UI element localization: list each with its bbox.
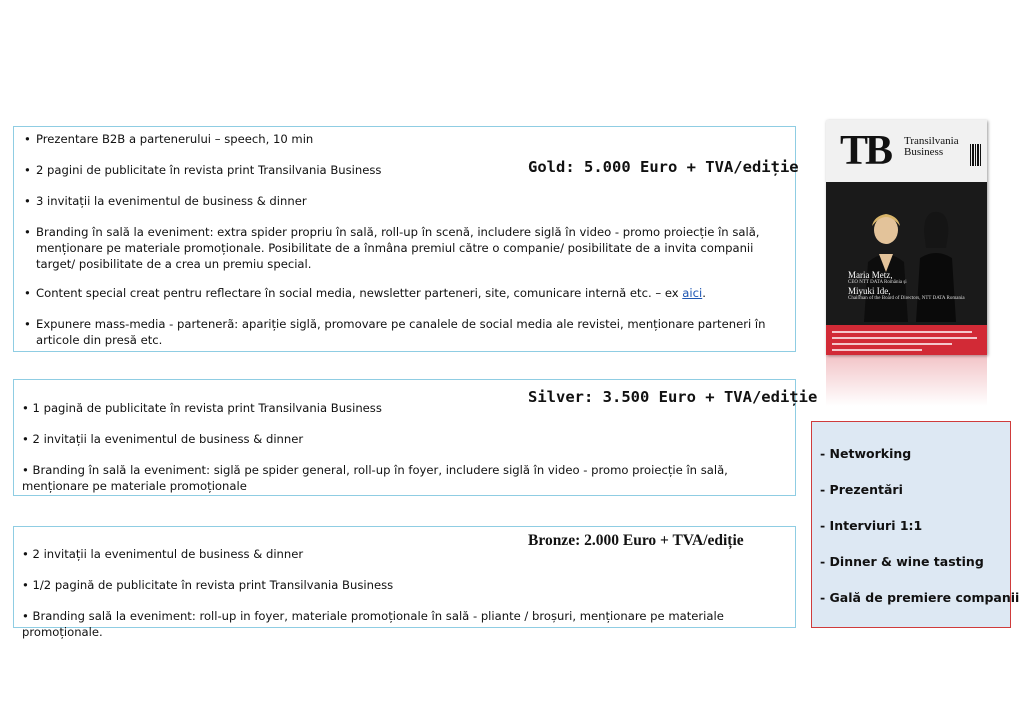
benefit-item: - Interviuri 1:1: [820, 518, 923, 533]
benefit-item: - Dinner & wine tasting: [820, 554, 984, 569]
gold-item: [22, 193, 794, 209]
band-text-line: [832, 343, 952, 345]
cover-logo: TB: [840, 128, 891, 174]
bullet: •: [24, 132, 31, 146]
gold-item: [22, 224, 794, 272]
band-text-line: [832, 349, 922, 351]
cover-person-name: Miyuki Ide,: [848, 286, 891, 296]
benefit-item: - Gală de premiere companii: [820, 590, 1020, 605]
gold-item-text: [36, 285, 794, 301]
gold-item-text: 3 invitații la evenimentul de business & dinner: [36, 194, 307, 208]
silver-price: Silver: 3.500 Euro + TVA/ediție: [528, 388, 818, 406]
cover-photo: [846, 192, 976, 322]
cover-person-name: Maria Metz,: [848, 270, 893, 280]
cover-red-band: [826, 325, 987, 355]
gold-item: [22, 131, 794, 147]
cover-brand: [904, 136, 959, 158]
cover-brand-line: Transilvania: [904, 135, 959, 147]
barcode-icon: [970, 144, 982, 166]
gold-item: [22, 285, 794, 301]
magazine-cover: [826, 120, 987, 355]
bronze-package-box: [13, 526, 796, 639]
cover-person-role: Chairman of the Board of Directors, NTT DATA Romania: [848, 296, 965, 301]
silver-item: • Branding în sală la eveniment: siglă pe spider general, roll-up în foyer, includere siglă în video - promo proiecție în sală, menționare pe materiale promoționale: [22, 463, 728, 493]
bronze-price: Bronze: 2.000 Euro + TVA/ediție: [528, 532, 744, 549]
band-text-line: [832, 337, 977, 339]
gold-item-text: Prezentare B2B a partenerului – speech, 10 min: [36, 132, 314, 146]
silver-item: • 2 invitații la evenimentul de business & dinner: [22, 432, 304, 446]
link-suffix: .: [702, 286, 706, 300]
cover-brand-line: Business: [904, 146, 944, 158]
silver-package-box: [13, 379, 818, 496]
cover-names: [848, 270, 978, 302]
benefit-item: - Networking: [820, 446, 912, 461]
gold-item: [22, 316, 794, 348]
person-hair: [924, 212, 948, 248]
bullet: •: [24, 225, 31, 239]
bullet: •: [24, 286, 31, 300]
band-text-line: [832, 331, 972, 333]
bronze-item: • Branding sală la eveniment: roll-up in foyer, materiale promoționale în sală - pliante / broșuri, menționare pe materiale promoționale.: [22, 609, 724, 639]
bronze-item: • 2 invitații la evenimentul de business & dinner: [22, 547, 304, 561]
gold-item-content: Content special creat pentru reflectare în social media, newsletter parteneri, site, comunicare internă etc. – ex: [36, 286, 683, 300]
gold-price: Gold: 5.000 Euro + TVA/ediție: [528, 158, 799, 176]
bullet: •: [24, 194, 31, 208]
gold-item-text: 2 pagini de publicitate în revista print Transilvania Business: [36, 163, 382, 177]
gold-package-box: [13, 126, 799, 352]
silver-item: • 1 pagină de publicitate în revista print Transilvania Business: [22, 401, 382, 415]
bronze-item: • 1/2 pagină de publicitate în revista print Transilvania Business: [22, 578, 394, 592]
gold-item-text: Expunere mass-media - partenerã: apariție siglă, promovare pe canalele de social media ale revistei, menționare parteneri în articole din presă etc.: [36, 317, 766, 347]
aici-link[interactable]: aici: [682, 286, 703, 300]
cover-person-role: CEO NTT DATA România și: [848, 280, 907, 285]
benefits-panel: [811, 421, 1020, 628]
bullet: •: [24, 163, 31, 177]
benefit-item: - Prezentări: [820, 482, 903, 497]
bullet: •: [24, 317, 31, 331]
cover-reflection: [826, 355, 987, 415]
gold-item-text: Branding în sală la eveniment: extra spider propriu în sală, roll-up în scenă, includere siglă în video - promo proiecție în sală, menționare pe materiale promoționale. Posibilitate de a înmâna premiul către o companie/ posibilitate de a invita companii target/ posibilitate de a crea un premiu special.: [36, 225, 760, 271]
